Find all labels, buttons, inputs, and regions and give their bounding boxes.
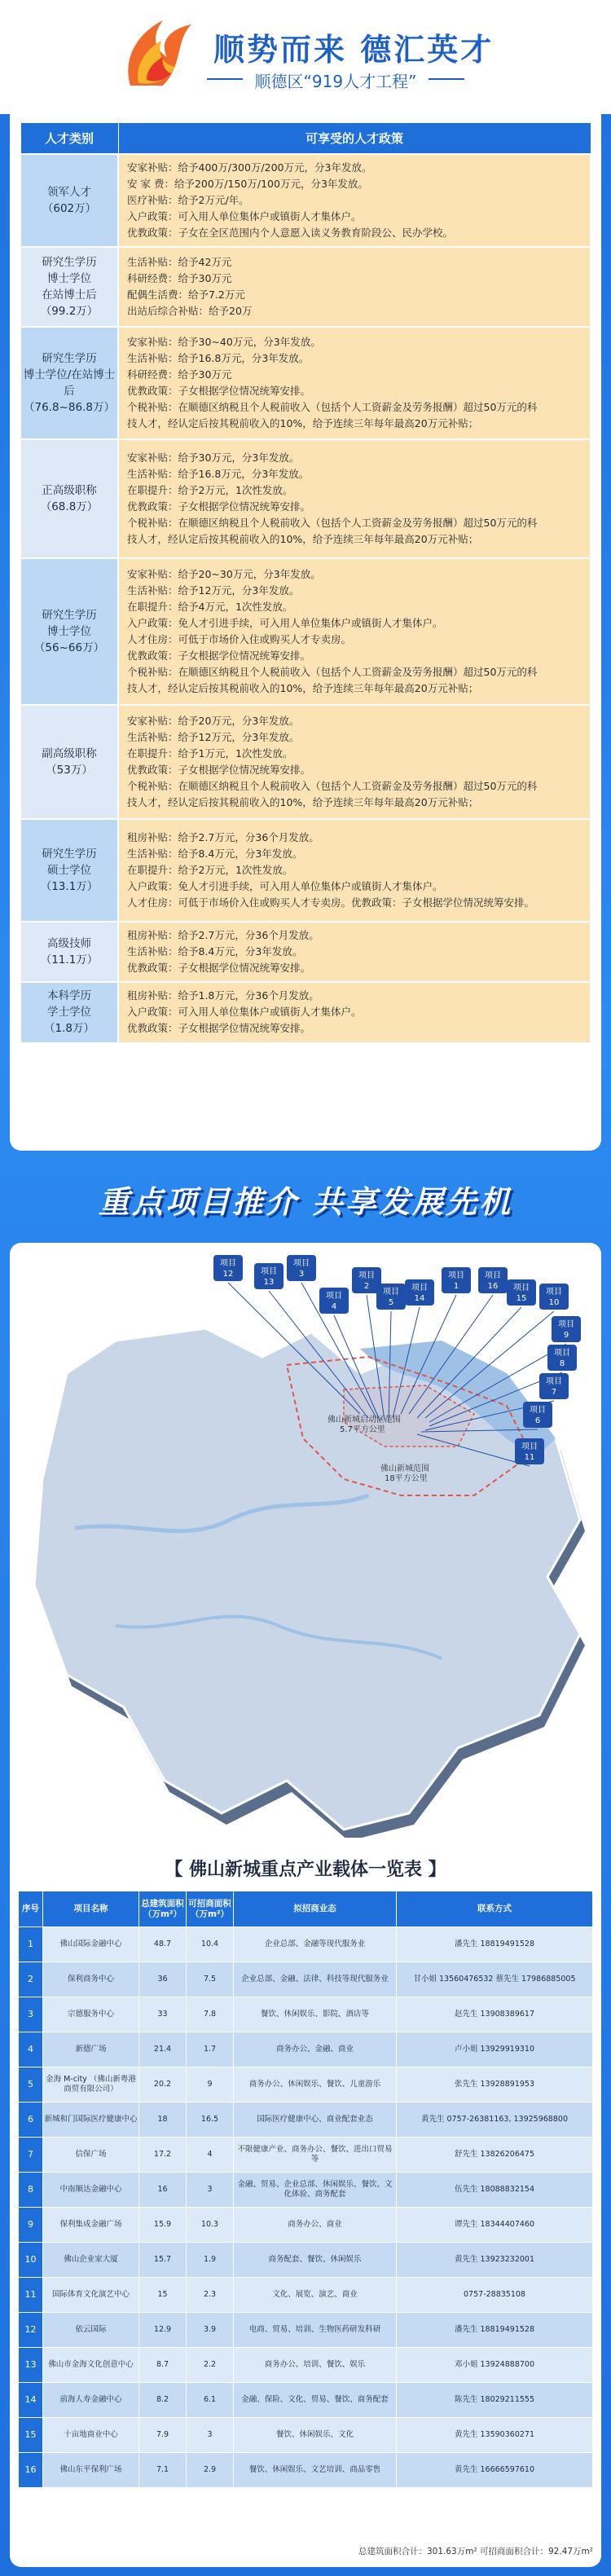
target-business: 餐饮、休闲娱乐、文化 <box>234 2418 397 2453</box>
total-area: 48.7 <box>139 1927 187 1962</box>
leasable-area: 3 <box>187 2173 234 2208</box>
policy-description: 安家补贴：给予30~40万元，分3年发放。 生活补贴：给予16.8万元，分3年发放。 科研经费：给予30万元 优教政策：子女根据学位情况统筹安排。 个税补贴：在顺德区纳税且个人税前收入（包括个人工资薪金及劳务报酬）超过50万元的科 技人才，经认定后按其税前收入的10%，给予连续三年每年最高20万元补贴； <box>118 327 591 439</box>
total-area: 33 <box>139 1997 187 2032</box>
contact: 0757-28835108 <box>397 2278 593 2313</box>
project-name: 佛山国际金融中心 <box>43 1927 139 1962</box>
row-number: 11 <box>19 2278 43 2313</box>
pin-label: 项目 <box>554 1349 570 1358</box>
project-name: 新城和门国际医疗健康中心 <box>43 2103 139 2138</box>
pin-number: 6 <box>534 1416 541 1425</box>
pin-label: 项目 <box>513 1284 530 1292</box>
map-svg <box>18 1251 593 1838</box>
policy-category: 高级技师 （11.1万） <box>20 922 118 982</box>
project-name: 国际体育文化演艺中心 <box>43 2278 139 2313</box>
row-number: 4 <box>19 2032 43 2067</box>
table-row <box>19 2348 593 2383</box>
target-business: 企业总部、金融等现代服务业 <box>234 1927 397 1962</box>
table-row <box>19 2383 593 2418</box>
project-name: 金海 M-city （佛山新粤港商贸有限公司） <box>43 2067 139 2103</box>
pin-label: 项目 <box>521 1442 538 1451</box>
row-number: 5 <box>19 2067 43 2103</box>
row-number: 1 <box>19 1927 43 1962</box>
table-row <box>19 2243 593 2278</box>
leasable-area: 9 <box>187 2067 234 2103</box>
policy-row <box>20 327 591 439</box>
pin-label: 项目 <box>485 1271 501 1280</box>
project-name: 宗德服务中心 <box>43 1997 139 2032</box>
total-area: 16 <box>139 2173 187 2208</box>
table-row <box>19 2418 593 2453</box>
project-name: 佛山东平保利广场 <box>43 2453 139 2488</box>
pin-number: 5 <box>388 1298 394 1307</box>
contact: 甘小姐 13560476532 蔡先生 17986885005 <box>397 1962 593 1997</box>
policy-row <box>20 439 591 558</box>
projects-card <box>10 1243 601 2567</box>
project-name: 佛山市金海文化创意中心 <box>43 2348 139 2383</box>
leasable-area: 16.5 <box>187 2103 234 2138</box>
pin-label: 项目 <box>383 1288 399 1297</box>
projects-header-cell: 项目名称 <box>43 1891 139 1927</box>
table-row <box>19 1962 593 1997</box>
pin-label: 项目 <box>530 1406 546 1415</box>
policy-description: 生活补贴：给予42万元 科研经费：给予30万元 配偶生活费：给予7.2万元 出站后综合补贴：给予20万 <box>118 247 591 327</box>
projects-table <box>18 1891 593 2488</box>
policy-row <box>20 247 591 327</box>
pin-number: 4 <box>331 1302 337 1311</box>
policy-description: 安家补贴：给予20万元，分3年发放。 生活补贴：给予12万元，分3年发放。 在职提升：给予1万元，1次性发放。 优教政策：子女根据学位情况统筹安排。 个税补贴：在顺德区纳税且个人税前收入（包括个人工资薪金及劳务报酬）超过50万元的科 技人才，经认定后按其税前收入的10%，给予连续三年每年最高20万元补贴； <box>118 705 591 819</box>
pin-label: 项目 <box>293 1259 310 1268</box>
policy-category: 本科学历 学士学位 （1.8万） <box>20 982 118 1043</box>
row-number: 16 <box>19 2453 43 2488</box>
policy-category: 正高级职称 （68.8万） <box>20 439 118 558</box>
row-number: 8 <box>19 2173 43 2208</box>
total-area: 18 <box>139 2103 187 2138</box>
pin-label: 项目 <box>261 1267 277 1276</box>
pin-number: 10 <box>548 1298 560 1307</box>
leasable-area: 10.3 <box>187 2208 234 2243</box>
target-business: 企业总部、金融、法律、科技等现代服务业 <box>234 1962 397 1997</box>
project-name: 依云国际 <box>43 2313 139 2348</box>
policy-description: 安家补贴：给予30万元，分3年发放。 生活补贴：给予16.8万元，分3年发放。 在职提升：给予2万元，1次性发放。 优教政策：子女根据学位情况统筹安排。 个税补贴：在顺德区纳税且个人税前收入（包括个人工资薪金及劳务报酬）超过50万元的科 技人才，经认定后按其税前收入的10%，给予连续三年每年最高20万元补贴； <box>118 439 591 558</box>
table-row <box>19 2453 593 2488</box>
contact: 赵先生 13908389617 <box>397 1997 593 2032</box>
row-number: 10 <box>19 2243 43 2278</box>
target-business: 金融、保险、文化、贸易、餐饮、商务配套 <box>234 2383 397 2418</box>
pin-number: 12 <box>222 1270 234 1279</box>
project-name: 十亩地商业中心 <box>43 2418 139 2453</box>
policy-category: 研究生学历 博士学位 （56~66万） <box>20 558 118 705</box>
target-business: 餐饮、休闲娱乐、影院、酒店等 <box>234 1997 397 2032</box>
policy-description: 安家补贴：给予20~30万元，分3年发放。 生活补贴：给予12万元，分3年发放。 在职提升：给予4万元，1次性发放。 入户政策：免人才引进手续，可入用人单位集体户或镇街人才集体户。 人才住房：可低于市场价入住或购买人才专卖房。 优教政策：子女根据学位情况统筹安排。 个税补贴：在顺德区纳税且个人税前收入（包括个人工资薪金及劳务报酬）超过50万元的科 技人才，经认定后按其税前收入的10%，给予连续三年每年最高20万元补贴； <box>118 558 591 705</box>
contact: 黄先生 13590360271 <box>397 2418 593 2453</box>
contact: 潘先生 18819491528 <box>397 2313 593 2348</box>
map-label-newcity-line1: 佛山新城范围 <box>380 1464 429 1473</box>
project-name: 保利商务中心 <box>43 1962 139 1997</box>
policy-row <box>20 705 591 819</box>
target-business: 电商、贸易、培训、生物医药研发科研 <box>234 2313 397 2348</box>
page-subtitle: 顺德区“919人才工程” <box>213 68 458 92</box>
target-business: 商务办公、培训、餐饮、娱乐 <box>234 2348 397 2383</box>
project-name: 前海人寿金融中心 <box>43 2383 139 2418</box>
projects-header-cell: 总建筑面积（万m²） <box>139 1891 187 1927</box>
pin-label: 项目 <box>546 1288 562 1297</box>
leasable-area: 10.4 <box>187 1927 234 1962</box>
policy-row <box>20 922 591 982</box>
projects-header-cell: 序号 <box>19 1891 43 1927</box>
table-row <box>19 2138 593 2173</box>
total-area: 36 <box>139 1962 187 1997</box>
table-row <box>19 2278 593 2313</box>
row-number: 2 <box>19 1962 43 1997</box>
total-area: 21.4 <box>139 2032 187 2067</box>
table-row <box>19 2067 593 2103</box>
leasable-area: 7.5 <box>187 1962 234 1997</box>
pin-label: 项目 <box>326 1292 342 1301</box>
target-business: 商务办公、金融、商业 <box>234 2032 397 2067</box>
total-area: 8.7 <box>139 2348 187 2383</box>
pin-number: 14 <box>414 1294 425 1303</box>
pin-label: 项目 <box>220 1259 236 1268</box>
total-area: 15.9 <box>139 2208 187 2243</box>
table-row <box>19 2032 593 2067</box>
projects-table-wrap <box>18 1891 593 2488</box>
leasable-area: 6.1 <box>187 2383 234 2418</box>
pin-number: 16 <box>487 1282 499 1291</box>
project-name: 佛山企业家大厦 <box>43 2243 139 2278</box>
contact: 陈先生 18029211555 <box>397 2383 593 2418</box>
target-business: 商务办公、商业 <box>234 2208 397 2243</box>
target-business: 不限健康产业、商务办公、餐饮、进出口贸易等 <box>234 2138 397 2173</box>
leasable-area: 1.7 <box>187 2032 234 2067</box>
table-row <box>19 1997 593 2032</box>
leasable-area: 4 <box>187 2138 234 2173</box>
projects-header-cell: 可招商面积（万m²） <box>187 1891 234 1927</box>
leasable-area: 2.2 <box>187 2348 234 2383</box>
map-label-newcity-line2: 18平方公里 <box>385 1474 428 1483</box>
target-business: 餐饮、休闲娱乐、文艺培训、商品零售 <box>234 2453 397 2488</box>
target-business: 文化、展览、演艺、商业 <box>234 2278 397 2313</box>
leasable-area: 7.8 <box>187 1997 234 2032</box>
leasable-area: 1.9 <box>187 2243 234 2278</box>
pin-number: 3 <box>298 1270 305 1279</box>
total-area: 12.9 <box>139 2313 187 2348</box>
leasable-area: 3.9 <box>187 2313 234 2348</box>
row-number: 6 <box>19 2103 43 2138</box>
district-map <box>18 1251 593 1838</box>
section-banner: 重点项目推介 共享发展先机 <box>98 1184 513 1220</box>
policy-row <box>20 982 591 1043</box>
table-row <box>19 2103 593 2138</box>
policy-category: 副高级职称 （53万） <box>20 705 118 819</box>
row-number: 14 <box>19 2383 43 2418</box>
pin-number: 11 <box>524 1453 535 1462</box>
pin-number: 9 <box>563 1331 569 1340</box>
pin-label: 项目 <box>558 1320 574 1329</box>
leasable-area: 2.9 <box>187 2453 234 2488</box>
projects-table-title: 【 佛山新城重点产业载体一览表 】 <box>165 1860 446 1880</box>
policy-description: 租房补贴：给予2.7万元，分36个月发放。 生活补贴：给予8.4万元，分3年发放。 在职提升：给予2万元，1次性发放。 入户政策：免人才引进手续，可入用人单位集体户或镇街人才集体户。 人才住房：可低于市场价入住或购买人才专卖房。优教政策：子女根据学位情况统筹安排。 <box>118 819 591 922</box>
target-business: 商务办公、休闲娱乐、餐饮、儿童游乐 <box>234 2067 397 2103</box>
row-number: 7 <box>19 2138 43 2173</box>
pin-label: 项目 <box>411 1284 428 1292</box>
contact: 卢小姐 13929919310 <box>397 2032 593 2067</box>
pin-number: 8 <box>559 1359 565 1368</box>
total-area: 8.2 <box>139 2383 187 2418</box>
contact: 伍先生 18088832154 <box>397 2173 593 2208</box>
policy-category: 研究生学历 硕士学位 （13.1万） <box>20 819 118 922</box>
col-category-header: 人才类别 <box>20 123 118 154</box>
totals-text: 总建筑面积合计：301.63万m² 可招商面积合计：92.47万m² <box>358 2547 593 2556</box>
contact: 张先生 13928891953 <box>397 2067 593 2103</box>
table-row <box>19 1927 593 1962</box>
policy-description: 租房补贴：给予1.8万元，分36个月发放。 入户政策：可入用人单位集体户或镇街人才集体户。 优教政策：子女根据学位情况统筹安排。 <box>118 982 591 1043</box>
contact: 邓小姐 13924888700 <box>397 2348 593 2383</box>
total-area: 7.1 <box>139 2453 187 2488</box>
contact: 谭先生 18344407460 <box>397 2208 593 2243</box>
pin-label: 项目 <box>546 1377 562 1386</box>
projects-header-cell: 联系方式 <box>397 1891 593 1927</box>
contact: 黄先生 16666597610 <box>397 2453 593 2488</box>
pin-label: 项目 <box>448 1271 464 1280</box>
table-row <box>19 2313 593 2348</box>
contact: 黄先生 0757-26381163, 13925968800 <box>397 2103 593 2138</box>
row-number: 9 <box>19 2208 43 2243</box>
project-name: 中南顺达金融中心 <box>43 2173 139 2208</box>
policy-row <box>20 154 591 247</box>
policy-category: 研究生学历 博士学位 在站博士后 （99.2万） <box>20 247 118 327</box>
pin-number: 13 <box>263 1278 275 1287</box>
total-area: 20.2 <box>139 2067 187 2103</box>
target-business: 国际医疗健康中心、商业配套业态 <box>234 2103 397 2138</box>
row-number: 13 <box>19 2348 43 2383</box>
total-area: 17.2 <box>139 2138 187 2173</box>
leasable-area: 3 <box>187 2418 234 2453</box>
col-policy-header: 可享受的人才政策 <box>118 123 591 154</box>
flame-logo-icon <box>114 8 204 98</box>
policy-category: 研究生学历 博士学位/在站博士后 （76.8~86.8万） <box>20 327 118 439</box>
target-business: 商务配套、餐饮、休闲娱乐 <box>234 2243 397 2278</box>
row-number: 3 <box>19 1997 43 2032</box>
policy-description: 安家补贴：给予400万/300万/200万元，分3年发放。 安 家 费：给予200万/150万/100万元，分3年发放。 医疗补贴：给予2万元/年。 入户政策：可入用人单位集体户或镇街人才集体户。 优教政策：子女在全区范围内个人意愿入读义务教育阶段公、民办学校。 <box>118 154 591 247</box>
project-name: 信保广场 <box>43 2138 139 2173</box>
talent-policy-table <box>20 122 591 1044</box>
contact: 黄先生 13923232001 <box>397 2243 593 2278</box>
map-label-startup-line2: 5.7平方公里 <box>340 1425 385 1434</box>
contact: 潘先生 18819491528 <box>397 1927 593 1962</box>
total-area: 15 <box>139 2278 187 2313</box>
policy-row <box>20 558 591 705</box>
total-area: 15.7 <box>139 2243 187 2278</box>
project-name: 保利集成金融广场 <box>43 2208 139 2243</box>
total-area: 7.9 <box>139 2418 187 2453</box>
pin-number: 7 <box>551 1388 557 1397</box>
table-row <box>19 2173 593 2208</box>
projects-header-cell: 拟招商业态 <box>234 1891 397 1927</box>
pin-number: 2 <box>363 1282 370 1291</box>
contact: 舒先生 13826206475 <box>397 2138 593 2173</box>
row-number: 15 <box>19 2418 43 2453</box>
pin-label: 项目 <box>358 1271 375 1280</box>
target-business: 金融、贸易、企业总部、休闲娱乐、餐饮、文化体验、商务配套 <box>234 2173 397 2208</box>
map-label-newcity <box>380 1463 432 1483</box>
pin-number: 1 <box>453 1282 459 1291</box>
project-name: 新德广场 <box>43 2032 139 2067</box>
map-label-startup-line1: 佛山新城启动区范围 <box>327 1416 401 1425</box>
policy-row <box>20 819 591 922</box>
talent-policy-card <box>10 114 601 1151</box>
page-title: 顺势而来 德汇英才 <box>213 32 495 68</box>
table-row <box>19 2208 593 2243</box>
leasable-area: 2.3 <box>187 2278 234 2313</box>
pin-number: 15 <box>516 1294 527 1303</box>
policy-description: 租房补贴：给予2.7万元，分36个月发放。 生活补贴：给予8.4万元，分3年发放。 优教政策：子女根据学位情况统筹安排。 <box>118 922 591 982</box>
row-number: 12 <box>19 2313 43 2348</box>
policy-category: 领军人才 （602万） <box>20 154 118 247</box>
header <box>0 0 611 114</box>
